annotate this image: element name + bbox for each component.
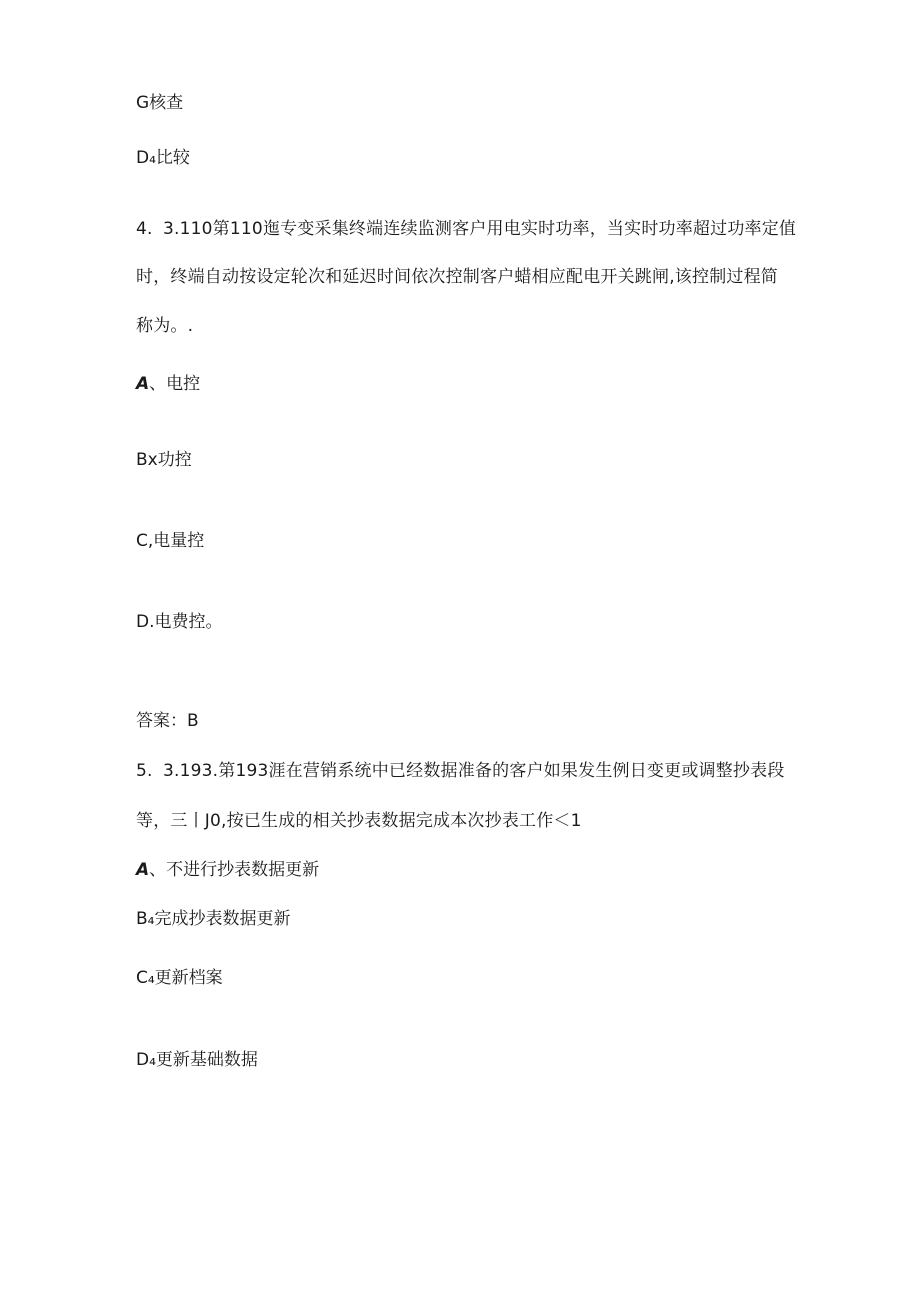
question-5-number: 5. bbox=[136, 761, 153, 781]
question-5-line-1 bbox=[136, 760, 785, 782]
answer: 答案：B bbox=[136, 711, 199, 731]
option-c: G核查 bbox=[136, 93, 184, 113]
question-4-number: 4. bbox=[136, 219, 153, 239]
option-a-letter: A bbox=[136, 860, 150, 880]
option-d: D₄比较 bbox=[136, 148, 190, 168]
question-5-text-1: 3.193.第193涯在营销系统中已经数据准备的客户如果发生例日变更或调整抄表段 bbox=[163, 761, 785, 781]
question-4-line-2: 时，终端自动按设定轮次和延迟时间依次控制客户蜡相应配电开关跳闸,该控制过程简 bbox=[136, 267, 779, 287]
question-4-text-1: 3.110第110迤专变采集终端连续监测客户用电实时功率，当实时功率超过功率定值 bbox=[163, 219, 797, 239]
option-a bbox=[136, 373, 200, 395]
question-4-line-1 bbox=[136, 218, 796, 240]
option-b: Bx功控 bbox=[136, 450, 192, 470]
option-a-text: 、不进行抄表数据更新 bbox=[149, 860, 320, 880]
option-b: B₄完成抄表数据更新 bbox=[136, 909, 291, 929]
option-c: C₄更新档案 bbox=[136, 968, 223, 988]
question-4-line-3: 称为。. bbox=[136, 316, 194, 336]
option-d: D₄更新基础数据 bbox=[136, 1050, 258, 1070]
option-a-letter: A bbox=[136, 374, 150, 394]
question-5-line-2: 等，三丨J0,按已生成的相关抄表数据完成本次抄表工作＜1 bbox=[136, 811, 582, 831]
option-d: D.电费控。 bbox=[136, 612, 223, 632]
option-a bbox=[136, 859, 319, 881]
option-c: C,电量控 bbox=[136, 531, 205, 551]
option-a-text: 、电控 bbox=[149, 374, 201, 394]
